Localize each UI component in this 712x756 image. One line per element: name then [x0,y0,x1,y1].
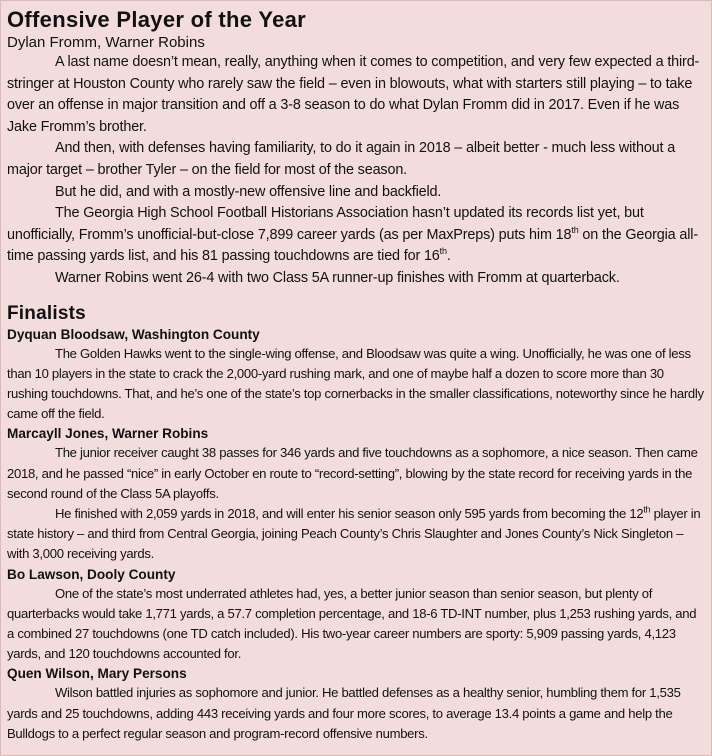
text-span: He finished with 2,059 yards in 2018, and will enter his senior season only 595 yards from becoming the 12 [55,505,644,521]
page-title: Offensive Player of the Year [7,7,307,32]
finalist-paragraph: Wilson battled injuries as sophomore and junior. He battled defenses as a healthy senior, humbling them for 1,535 yards and 25 touchdowns, adding 443 receiving yards and four more scores, to average 13.4 points a game and help the Bulldogs to a perfect regular season and program-record offensive numbers. [7,685,681,741]
finalist-paragraph: The junior receiver caught 38 passes for 346 yards and five touchdowns as a sophomore, a nice season. Then came 2018, and he passed “nice” in early October en route to “record-setting”, blowing by the state record for receiving yards in the second round of the Class 5A playoffs. [7,445,698,501]
text-span: player in state history – and third from Central Georgia, joining Peach County’s Chris Slaughter and Jones County’s Nick Singleton – with 3,000 receiving yards. [7,505,701,562]
text-span: The Georgia High School Football Historians Association hasn’t updated its records list yet, but unofficially, Fromm’s unofficial-but-close 7,899 career yards (as per MaxPreps) puts him 18 [7,205,644,243]
finalists-heading: Finalists [7,302,86,324]
ordinal-suffix: th [571,224,579,235]
winner-paragraph: A last name doesn’t mean, really, anything when it comes to competition, and very few expected a third-stringer at Houston County who rarely saw the field – even in blowouts, what with starters still playing – to take over an offense in major transition and off a 3-8 season to do what Dylan Fromm did in 2017. Even if he was Jake Fromm’s brother. [7,54,700,135]
ordinal-suffix: th [439,246,447,257]
winner-paragraph: Warner Robins went 26-4 with two Class 5A runner-up finishes with Fromm at quarterback. [55,269,620,286]
finalist-paragraph: One of the state’s most underrated athletes had, yes, a better junior season than senior season, but plenty of quarterbacks would take 1,771 yards, a 57.7 completion percentage, and 18-6 TD-INT number, plus 1,253 rushing yards, and a combined 27 touchdowns (one TD catch included). His two-year career numbers are sporty: 5,909 passing yards, 4,123 yards, and 120 touchdowns accounted for. [7,585,697,662]
winner-paragraph: And then, with defenses having familiarity, to do it again in 2018 – albeit better - much less without a major target – brother Tyler – on the field for most of the season. [7,140,676,178]
finalist-name: Marcayll Jones, Warner Robins [7,426,209,442]
finalist-name: Bo Lawson, Dooly County [7,566,176,582]
winner-paragraph: But he did, and with a mostly-new offensive line and backfield. [55,183,442,200]
finalist-name: Quen Wilson, Mary Persons [7,666,187,682]
text-span: . [446,248,451,265]
winner-name: Dylan Fromm, Warner Robins [7,34,205,51]
winner-paragraph-records [7,203,705,268]
finalist-paragraph [7,504,705,565]
finalist-name: Dyquan Bloodsaw, Washington County [7,326,260,342]
finalist-paragraph: The Golden Hawks went to the single-wing offense, and Bloodsaw was quite a wing. Unofficially, he was one of less than 10 players in the state to crack the 2,000-yard rushing mark, and one of maybe half a dozen to score more than 30 rushing touchdowns. That, and he’s one of the state’s top cornerbacks in the smaller classifications, noteworthy since he hardly came off the field. [7,345,704,422]
text-span: on the Georgia all-time passing yards list, and his 81 passing touchdowns are tied for 16 [7,226,698,265]
ordinal-suffix: th [643,504,651,515]
